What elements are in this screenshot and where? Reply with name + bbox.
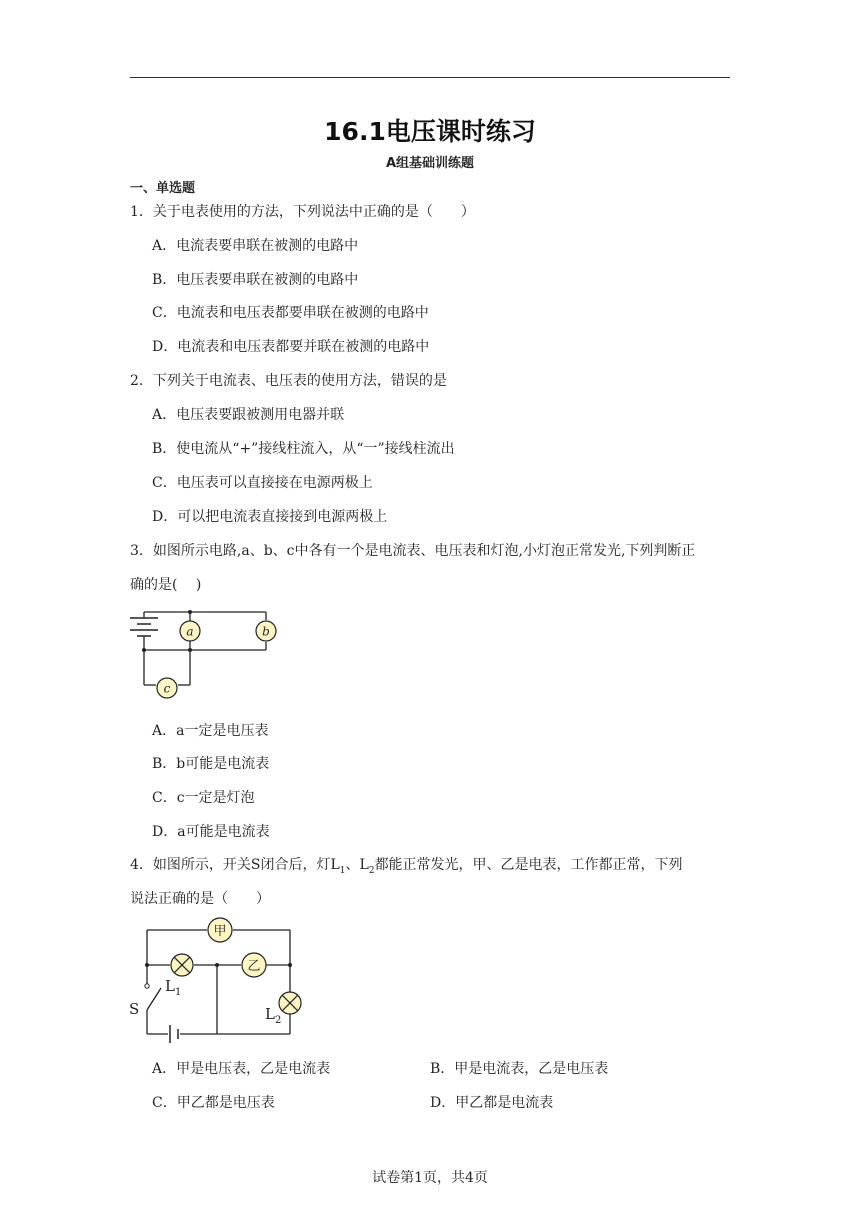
page-title: 16.1电压课时练习 <box>324 117 536 146</box>
question-2-option-c: C．电压表可以直接接在电源两极上 <box>152 475 373 491</box>
question-1-option-c: C．电流表和电压表都要串联在被测的电路中 <box>152 305 429 321</box>
question-3-option-d: D．a可能是电流表 <box>152 824 270 840</box>
meter-jia-icon <box>208 918 232 942</box>
question-3-option-b: B．b可能是电流表 <box>152 756 270 772</box>
question-1-option-d: D．电流表和电压表都要并联在被测的电路中 <box>152 339 430 355</box>
question-1-option-a: A．电流表要串联在被测的电路中 <box>152 238 359 254</box>
lamp-l1-icon <box>171 954 193 976</box>
question-4-option-d: D．甲乙都是电流表 <box>430 1095 554 1111</box>
question-4-option-b: B．甲是电流表，乙是电压表 <box>430 1061 609 1077</box>
question-4-stem-line-1: 4．如图所示，开关S闭合后，灯$L_1$、$L_2$都能正常发光，甲、乙是电表，工作都正常，下列 <box>130 857 683 876</box>
meter-c-label: c <box>163 681 171 696</box>
question-3-stem-line-2: 确的是( ) <box>130 577 202 593</box>
lamp-l2-icon <box>279 992 301 1014</box>
question-2-stem: 2．下列关于电流表、电压表的使用方法，错误的是 <box>130 373 447 389</box>
header-rule <box>130 77 730 78</box>
question-3-option-a: A．a一定是电压表 <box>152 723 269 739</box>
question-3-circuit-diagram <box>120 605 290 705</box>
section-heading: 一、单选题 <box>130 181 196 196</box>
question-4-circuit-diagram <box>125 912 310 1047</box>
meter-a-label: a <box>186 624 194 639</box>
lamp-l1-label: $L_1$ <box>165 977 182 998</box>
lamp-l2-label: $L_2$ <box>265 1005 282 1026</box>
question-3-stem-line-1: 3．如图所示电路,a、b、c中各有一个是电流表、电压表和灯泡,小灯泡正常发光,下列判断正 <box>130 543 696 559</box>
meter-b-label: b <box>262 624 270 639</box>
question-2-option-a: A．电压表要跟被测用电器并联 <box>152 407 345 423</box>
question-2-option-d: D．可以把电流表直接接到电源两极上 <box>152 509 388 525</box>
meter-yi-icon <box>242 953 266 977</box>
question-1-option-b: B．电压表要串联在被测的电路中 <box>152 272 359 288</box>
page-subtitle: A组基础训练题 <box>385 156 475 171</box>
meter-yi-label: 乙 <box>247 959 261 974</box>
switch-s-label: S <box>129 1000 140 1018</box>
question-4-stem-line-2: 说法正确的是（ ） <box>130 891 270 907</box>
meter-b-icon <box>256 621 276 641</box>
question-3-option-c: C．c一定是灯泡 <box>152 790 255 806</box>
question-2-option-b: B．使电流从“+”接线柱流入，从“一”接线柱流出 <box>152 441 455 457</box>
page-footer: 试卷第1页，共4页 <box>372 1170 488 1186</box>
question-4-option-a: A．甲是电压表，乙是电流表 <box>152 1061 331 1077</box>
meter-a-icon <box>180 621 200 641</box>
question-4-option-c: C．甲乙都是电压表 <box>152 1095 275 1111</box>
meter-jia-label: 甲 <box>213 924 227 939</box>
meter-c-icon <box>157 678 177 698</box>
question-1-stem: 1．关于电表使用的方法，下列说法中正确的是（ ） <box>130 204 475 220</box>
